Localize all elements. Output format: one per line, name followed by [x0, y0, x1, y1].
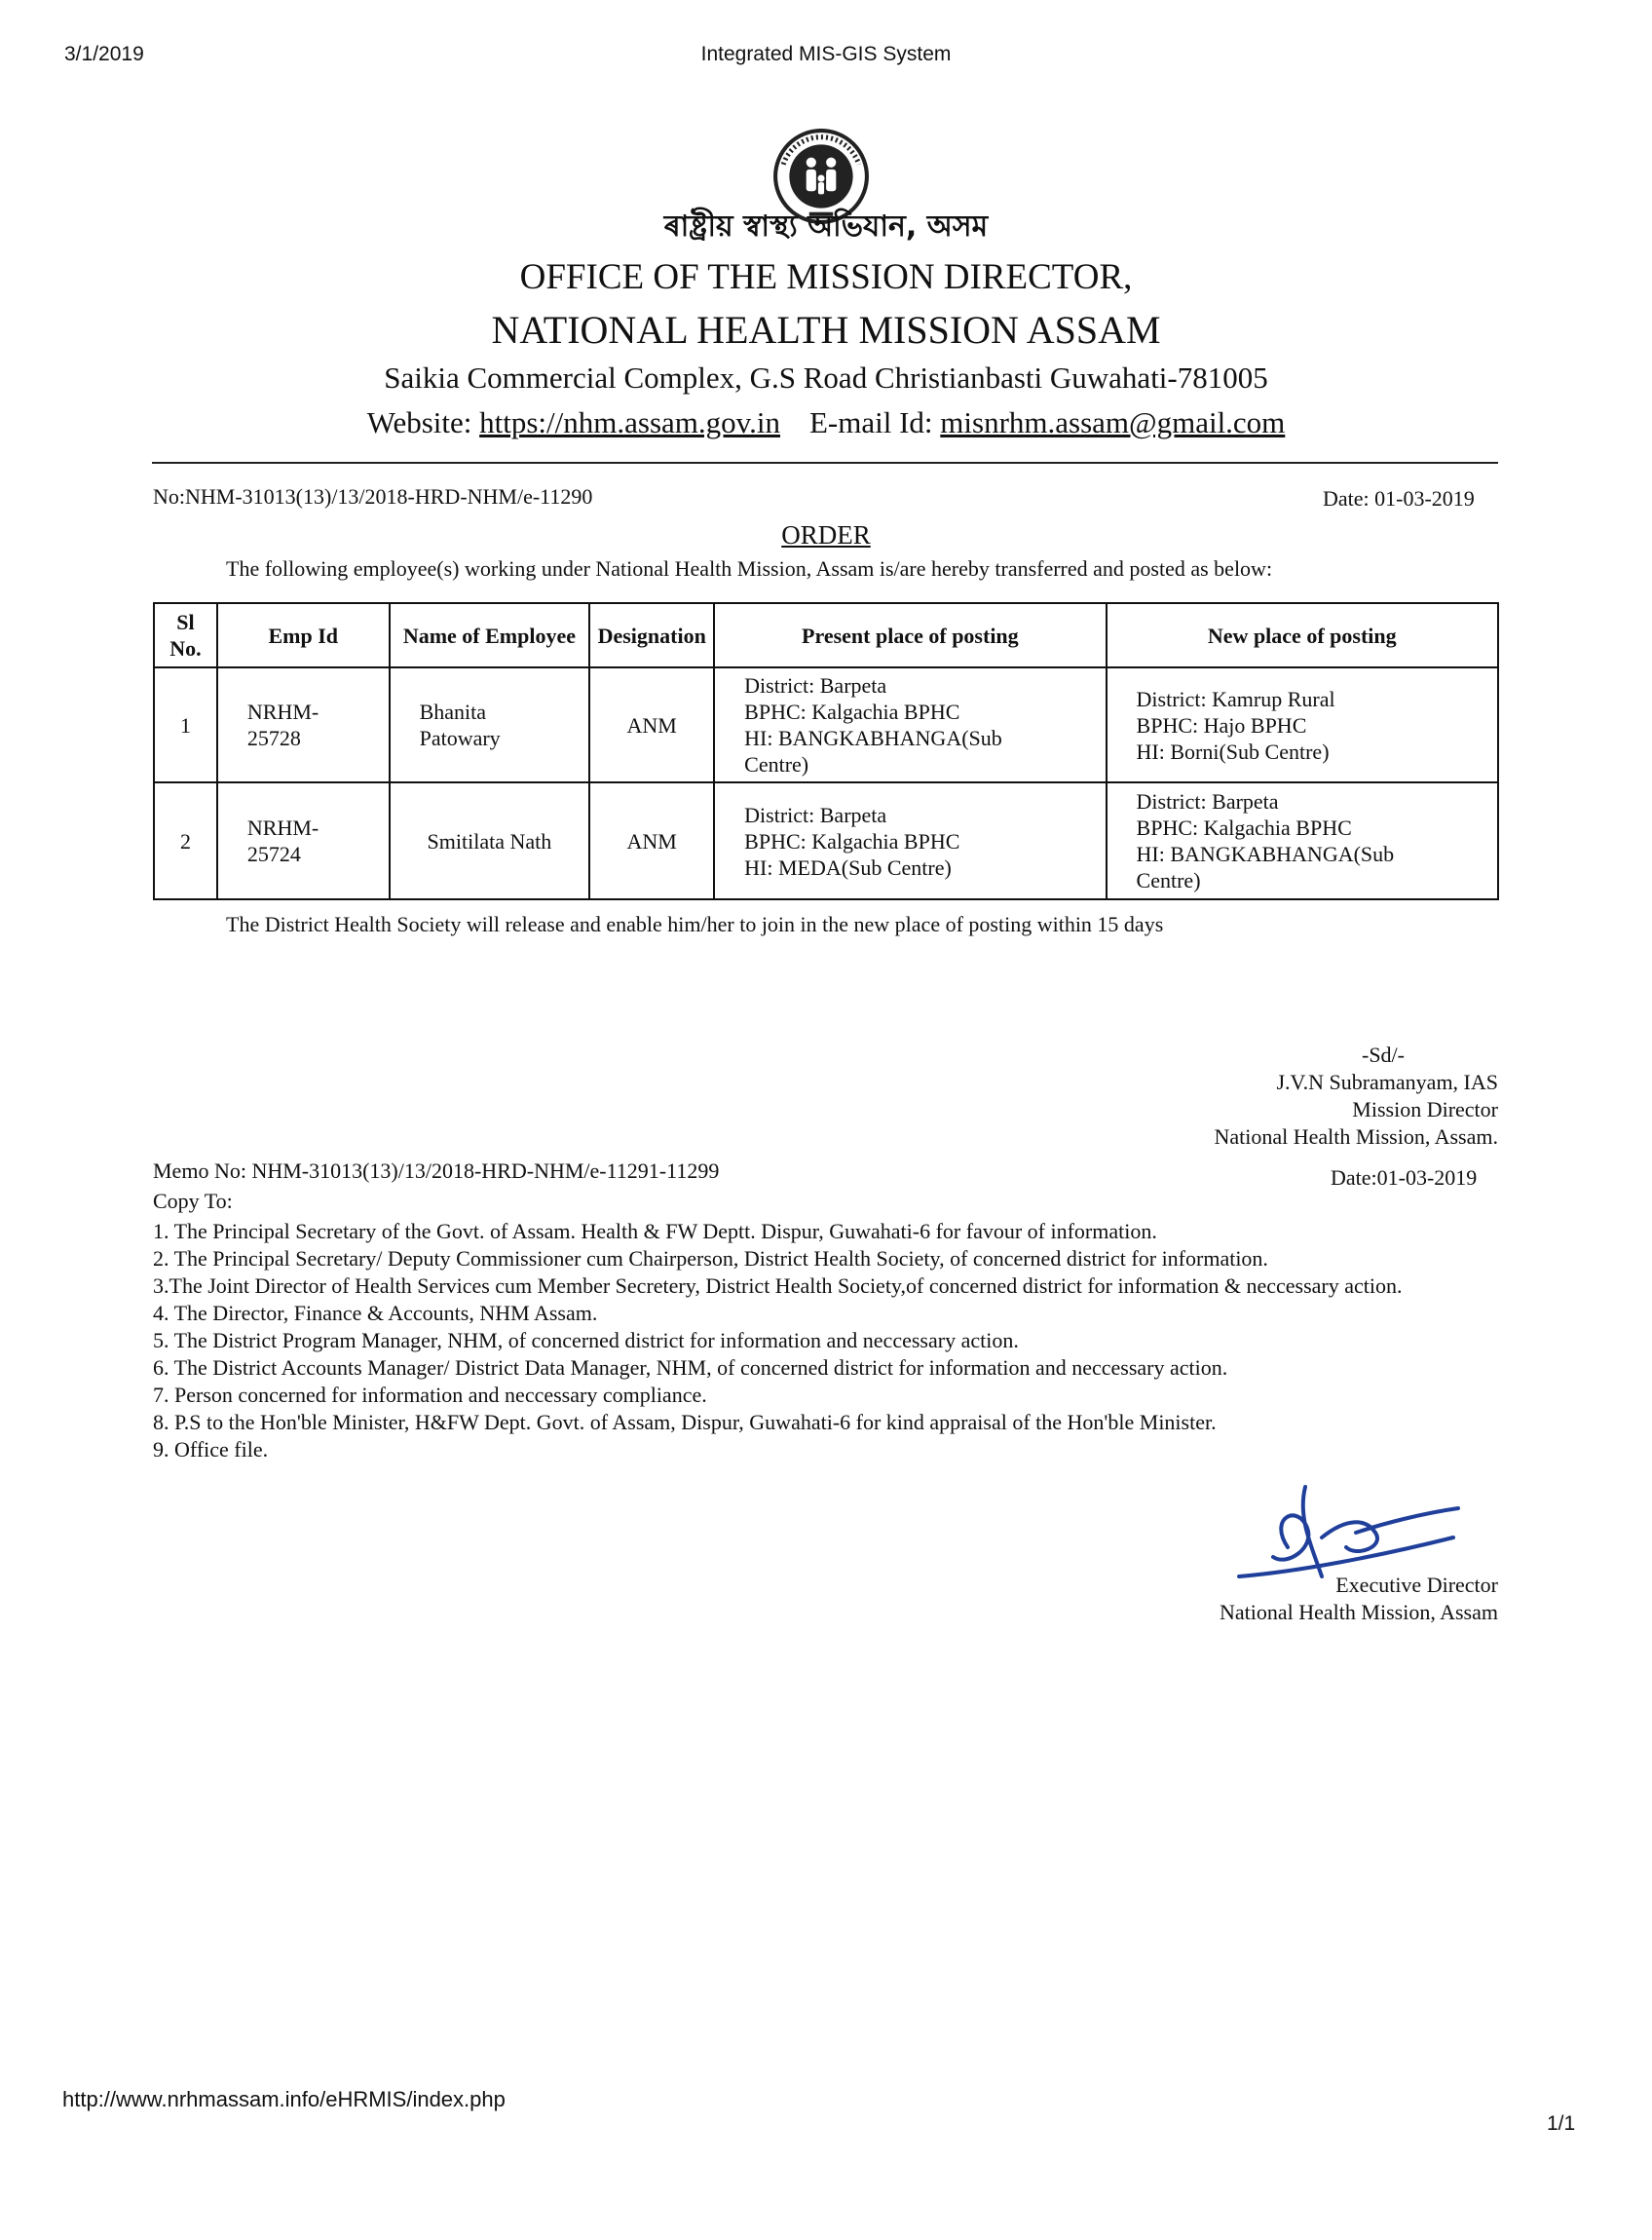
list-item: 9. Office file. — [153, 1437, 269, 1462]
list-item: 7. Person concerned for information and neccessary compliance. — [153, 1383, 707, 1407]
signatory-title: Mission Director — [1352, 1097, 1498, 1121]
memo-number: Memo No: NHM-31013(13)/13/2018-HRD-NHM/e-11291-11299 — [153, 1158, 720, 1183]
signatory-name: J.V.N Subramanyam, IAS — [1276, 1070, 1498, 1094]
signatory-organization: National Health Mission, Assam. — [1214, 1124, 1498, 1149]
print-url: http://www.nrhmassam.info/eHRMIS/index.php — [62, 2087, 506, 2111]
cell-sl: 1 — [154, 667, 217, 782]
header-new-posting: New place of posting — [1107, 603, 1498, 667]
list-item: 2. The Principal Secretary/ Deputy Commissioner cum Chairperson, District Health Society, of concerned district for information. — [153, 1246, 1268, 1271]
order-number: No:NHM-31013(13)/13/2018-HRD-NHM/e-11290 — [153, 484, 593, 509]
order-date: Date: 01-03-2019 — [1323, 486, 1475, 511]
cell-emp-id: NRHM- 25728 — [217, 667, 390, 782]
cell-present-posting: District: Barpeta BPHC: Kalgachia BPHC HI: BANGKABHANGA(Sub Centre) — [714, 667, 1106, 782]
email-label: E-mail Id: — [809, 405, 941, 439]
order-intro: The following employee(s) working under National Health Mission, Assam is/are hereby transferred and posted as below: — [226, 556, 1273, 581]
header-sl: Sl No. — [154, 603, 217, 667]
cell-new-posting: District: Barpeta BPHC: Kalgachia BPHC HI: BANGKABHANGA(Sub Centre) — [1107, 782, 1498, 899]
list-item: 6. The District Accounts Manager/ District Data Manager, NHM, of concerned district for information and neccessary action. — [153, 1355, 1228, 1380]
cell-emp-id: NRHM- 25724 — [217, 782, 390, 899]
cell-employee-name: Bhanita Patowary — [390, 667, 590, 782]
print-date: 3/1/2019 — [64, 43, 144, 65]
office-address: Saikia Commercial Complex, G.S Road Christianbasti Guwahati-781005 — [384, 361, 1268, 395]
header-emp-id: Emp Id — [217, 603, 390, 667]
letterhead-divider — [152, 462, 1498, 464]
list-item: 3.The Joint Director of Health Services cum Member Secretery, District Health Society,of concerned district for information & neccessary action. — [153, 1273, 1403, 1298]
table-row — [154, 782, 1498, 899]
order-title: ORDER — [781, 520, 871, 550]
header-employee-name: Name of Employee — [390, 603, 590, 667]
table-row — [154, 667, 1498, 782]
cell-designation: ANM — [589, 667, 714, 782]
copy-to-list — [153, 1218, 1478, 1463]
executive-organization: National Health Mission, Assam — [1220, 1600, 1498, 1624]
website-link[interactable]: https://nhm.assam.gov.in — [479, 405, 780, 439]
print-title: Integrated MIS-GIS System — [700, 43, 952, 65]
signed-mark: -Sd/- — [1362, 1043, 1405, 1067]
table-header-row — [154, 603, 1498, 667]
header-present-posting: Present place of posting — [714, 603, 1106, 667]
list-item: 5. The District Program Manager, NHM, of concerned district for information and neccessary action. — [153, 1328, 1019, 1352]
memo-date: Date:01-03-2019 — [1331, 1165, 1478, 1190]
header-designation: Designation — [589, 603, 714, 667]
list-item: 4. The Director, Finance & Accounts, NHM Assam. — [153, 1301, 598, 1325]
contact-line — [0, 405, 1652, 440]
assamese-title: ৰাষ্ট্ৰীয় স্বাস্থ্য অভিযান, অসম — [663, 209, 989, 244]
list-item: 8. P.S to the Hon'ble Minister, H&FW Dept. Govt. of Assam, Dispur, Guwahati-6 for kind appraisal of the Hon'ble Minister. — [153, 1410, 1217, 1434]
cell-sl: 2 — [154, 782, 217, 899]
posting-table — [153, 602, 1499, 900]
cell-new-posting: District: Kamrup Rural BPHC: Hajo BPHC HI: Borni(Sub Centre) — [1107, 667, 1498, 782]
email-link[interactable]: misnrhm.assam@gmail.com — [940, 405, 1286, 439]
cell-designation: ANM — [589, 782, 714, 899]
release-note: The District Health Society will release and enable him/her to join in the new place of posting within 15 days — [226, 912, 1164, 936]
website-label: Website: — [366, 405, 480, 439]
list-item: 1. The Principal Secretary of the Govt. of Assam. Health & FW Deptt. Dispur, Guwahati-6 for favour of information. — [153, 1219, 1157, 1243]
executive-title: Executive Director — [1335, 1573, 1498, 1597]
cell-employee-name: Smitilata Nath — [390, 782, 590, 899]
print-page-number: 1/1 — [1547, 2112, 1576, 2135]
cell-present-posting: District: Barpeta BPHC: Kalgachia BPHC HI: MEDA(Sub Centre) — [714, 782, 1106, 899]
office-heading: OFFICE OF THE MISSION DIRECTOR, — [519, 257, 1133, 297]
organization-heading: NATIONAL HEALTH MISSION ASSAM — [491, 308, 1161, 352]
copy-to-label: Copy To: — [153, 1189, 233, 1213]
